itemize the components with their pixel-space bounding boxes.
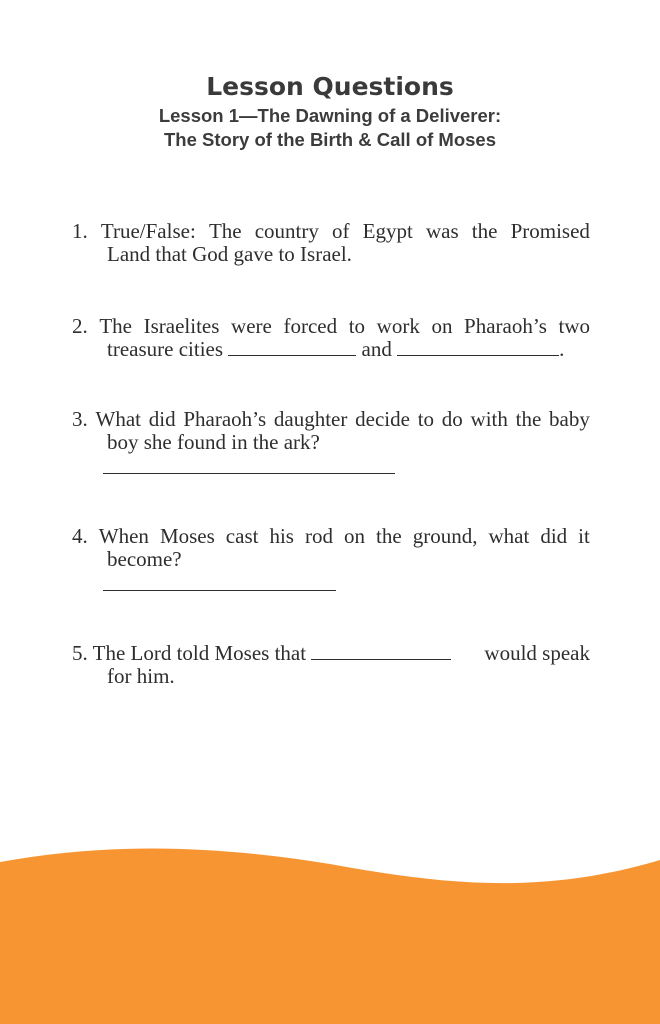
question-4-line2: become? bbox=[107, 547, 182, 571]
question-word: his bbox=[269, 524, 294, 548]
question-text bbox=[72, 642, 451, 665]
question-word: two bbox=[558, 314, 590, 338]
question-word: were bbox=[231, 314, 272, 338]
question-word: True/False: bbox=[100, 219, 196, 243]
question-word: do bbox=[441, 407, 463, 431]
question-1-line1 bbox=[72, 220, 590, 243]
question-3-line2: boy she found in the ark? bbox=[107, 430, 320, 454]
question-word: daughter bbox=[273, 407, 348, 431]
page-title: Lesson Questions bbox=[206, 72, 454, 101]
question-word: the bbox=[515, 407, 542, 431]
question-word: the bbox=[376, 524, 402, 548]
question-text: . bbox=[559, 337, 565, 361]
question-word: it bbox=[578, 524, 590, 548]
question-5-line1 bbox=[72, 642, 590, 665]
question-word: country bbox=[254, 219, 319, 243]
question-word: When bbox=[98, 524, 149, 548]
question-word: Moses bbox=[159, 524, 215, 548]
question-word: did bbox=[148, 407, 176, 431]
question-word: Pharaoh’s bbox=[464, 314, 547, 338]
question-5-line2: for him. bbox=[107, 664, 175, 688]
question-4-line1 bbox=[72, 525, 590, 548]
question-word: on bbox=[431, 314, 453, 338]
question-word: Promised bbox=[510, 219, 590, 243]
question-2-line2 bbox=[72, 338, 590, 361]
question-word: The bbox=[208, 219, 242, 243]
question-number: 1. bbox=[72, 219, 88, 243]
question-2-line1 bbox=[72, 315, 590, 338]
question-word: was bbox=[425, 219, 459, 243]
question-3 bbox=[72, 408, 590, 454]
question-4 bbox=[72, 525, 590, 571]
lesson-subtitle-line2: The Story of the Birth & Call of Moses bbox=[164, 129, 496, 150]
question-number: 4. bbox=[72, 524, 88, 548]
question-word: did bbox=[540, 524, 568, 548]
question-word: work bbox=[376, 314, 420, 338]
question-text-end: would speak bbox=[484, 641, 590, 665]
question-word: baby bbox=[549, 407, 590, 431]
question-word: ground, bbox=[412, 524, 478, 548]
question-number: 2. bbox=[72, 314, 88, 338]
question-word: on bbox=[344, 524, 366, 548]
question-word: decide bbox=[355, 407, 410, 431]
question-word: Pharaoh’s bbox=[183, 407, 267, 431]
question-word: the bbox=[471, 219, 498, 243]
question-word: of bbox=[332, 219, 350, 243]
question-3-line1 bbox=[72, 408, 590, 431]
question-text: and bbox=[361, 337, 392, 361]
question-word: rod bbox=[305, 524, 333, 548]
answer-blank-2[interactable] bbox=[397, 338, 559, 356]
question-word: What bbox=[95, 407, 141, 431]
question-word: what bbox=[488, 524, 530, 548]
question-text-start: The Lord told Moses that bbox=[92, 641, 307, 665]
question-5 bbox=[72, 642, 590, 688]
question-number: 3. bbox=[72, 407, 88, 431]
answer-blank-5[interactable] bbox=[311, 642, 451, 660]
question-word: to bbox=[348, 314, 366, 338]
question-word: with bbox=[470, 407, 508, 431]
answer-line-4[interactable] bbox=[103, 590, 336, 591]
question-word: Egypt bbox=[362, 219, 413, 243]
question-text: treasure cities bbox=[107, 337, 224, 361]
question-2 bbox=[72, 315, 590, 361]
question-word: Israelites bbox=[143, 314, 220, 338]
question-word: cast bbox=[225, 524, 259, 548]
answer-line-3[interactable] bbox=[103, 473, 395, 474]
question-word: The bbox=[99, 314, 133, 338]
question-1-line2: Land that God gave to Israel. bbox=[107, 242, 352, 266]
question-number: 5. bbox=[72, 641, 88, 665]
orange-wave-decoration bbox=[0, 840, 660, 1024]
wave-shape bbox=[0, 849, 660, 1024]
question-word: forced bbox=[283, 314, 338, 338]
answer-blank-1[interactable] bbox=[228, 338, 356, 356]
question-word: to bbox=[417, 407, 435, 431]
lesson-subtitle-line1: Lesson 1—The Dawning of a Deliverer: bbox=[158, 105, 502, 126]
question-1 bbox=[72, 220, 590, 266]
